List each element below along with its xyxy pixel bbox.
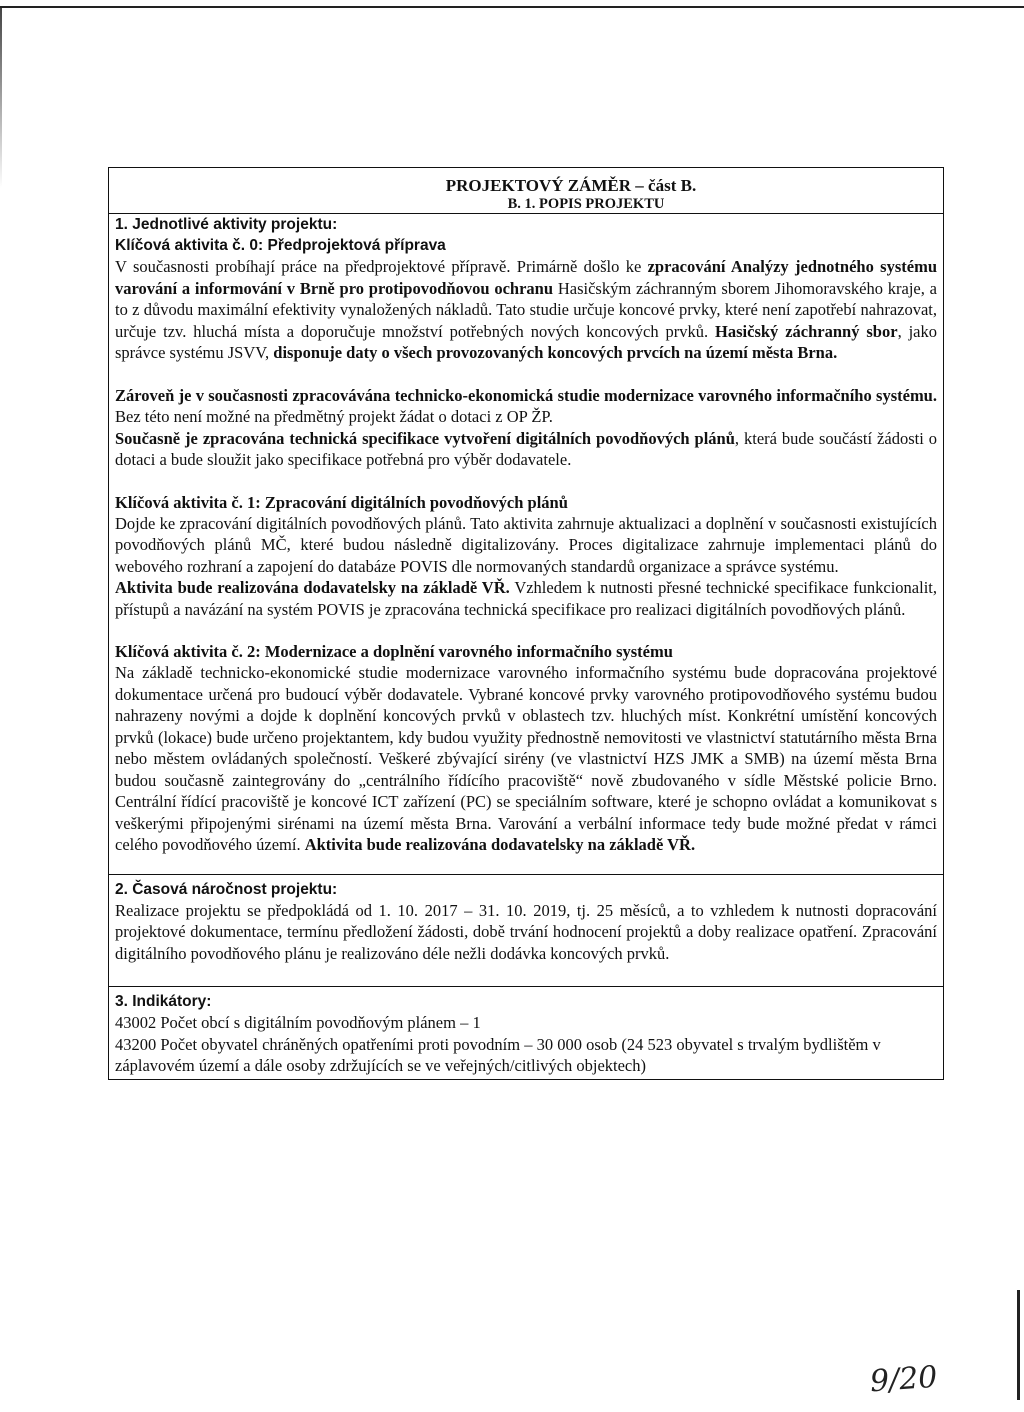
ka0-paragraph-2: Zároveň je v současnosti zpracovávána technicko-ekonomická studie modernizace varovného informačního systému. Bez této není možné na předmětný projekt žádat o dotaci z OP ŽP. <box>115 385 937 426</box>
indicator-2: 43200 Počet obyvatel chráněných opatřeními proti povodním – 30 000 osob (24 523 obyvatel s trvalým bydlištěm v záplavovém území a dále osoby zdržujících se ve veřejných/citlivých objektech) <box>115 1034 881 1075</box>
scan-edge-left <box>0 8 2 188</box>
page-title: PROJEKTOVÝ ZÁMĚR – část B. <box>445 176 697 195</box>
handwritten-page-number: 9/20 <box>868 1359 939 1400</box>
ka0-paragraph-3: Současně je zpracována technická specifikace vytvoření digitálních povodňových plánů, která bude součástí žádosti o dotaci a bude sloužit jako specifikace potřebná pro výběr dodavatele. <box>115 428 937 469</box>
document-form <box>108 167 944 1080</box>
scan-edge-top <box>0 6 1024 8</box>
ka1-paragraph-2: Aktivita bude realizována dodavatelsky na základě VŘ. Vzhledem k nutnosti přesné technické specifikace funkcionalit, přístupů a navázání na systém POVIS je zpracována technická specifikace pro realizaci digitálních povodňových plánů. <box>115 578 937 619</box>
ka2-paragraph-1: Na základě technicko-ekonomické studie modernizace varovného informačního systému bude dopracována projektové dokumentace určená pro budoucí výběr dodavatele. Vybrané koncové prvky varovného protipovodňového systému budou nahrazeny novými a dojde k doplnění koncových prvků v oblastech tzv. hluchých míst. Konkrétní umístění koncových prvků (lokace) bude určeno projektantem, kdy budou využity přednostně nemovitosti ve vlastnictví statutárního města Brna nebo městem ovládaných společností. Veškeré zbývající sirény (ve vlastnictví HZS JMK a SMB) na území města Brna budou současně zaintegrovány do „centrálního řídícího pracoviště“ nově zbudovaného v sídle Městské policie Brno. Centrální řídící pracoviště je koncové ICT zařízení (PC) se speciálním software, které je schopno ovládat a komunikovat s veškerými připojenými sirénami na území města Brna. Varování a verbální informace tedy bude možné předat v rámci celého povodňového území. Aktivita bude realizována dodavatelsky na základě VŘ. <box>115 663 937 854</box>
section1-heading: 1. Jednotlivé aktivity projektu: <box>115 216 338 233</box>
ka2-heading: Klíčová aktivita č. 2: Modernizace a doplnění varovného informačního systému <box>115 642 673 661</box>
section-activities <box>108 167 944 874</box>
section-timeline <box>108 874 944 987</box>
section2-text: Realizace projektu se předpokládá od 1. 10. 2017 – 31. 10. 2019, tj. 25 měsíců, a to vzhledem k nutnosti dopracování projektové dokumentace, termínu předložení žádosti, době trvání hodnocení projektů a doby realizace opatření. Zpracování digitálního povodňového plánu je realizováno déle nežli dodávka koncových prvků. <box>115 900 937 963</box>
ka0-paragraph-1: V současnosti probíhají práce na předprojektové přípravě. Primárně došlo ke zpracování Analýzy jednotného systému varování a informování v Brně pro protipovodňovou ochranu Hasičským záchranným sborem Jihomoravského kraje, a to z důvodu maximální efektivity vynaložených nákladů. Tato studie určuje koncové prvky, které není zapotřebí nahrazovat, určuje tzv. hluchá místa a doporučuje množství potřebných nových koncových prvků. Hasičský záchranný sbor, jako správce systému JSVV, disponuje daty o všech provozovaných koncových prvcích na území města Brna. <box>115 257 938 362</box>
ka1-paragraph-1: Dojde ke zpracování digitálních povodňových plánů. Tato aktivita zahrnuje aktualizaci a doplnění v současnosti existujících povodňových plánů MČ, které budou následně digitalizovány. Proces digitalizace zahrnuje implementaci plánů do webového rozhraní a zapojení do databáze POVIS dle normovaných standardů organizace a správce systému. <box>115 513 937 576</box>
page-subtitle: B. 1. POPIS PROJEKTU <box>109 196 943 214</box>
section-indicators <box>108 986 944 1080</box>
section3-heading: 3. Indikátory: <box>115 993 212 1010</box>
indicator-1: 43002 Počet obcí s digitálním povodňovým plánem – 1 <box>115 1013 481 1032</box>
section2-heading: 2. Časová náročnost projektu: <box>115 880 338 898</box>
ka1-heading: Klíčová aktivita č. 1: Zpracování digitálních povodňových plánů <box>115 492 568 512</box>
ka0-heading: Klíčová aktivita č. 0: Předprojektová příprava <box>115 237 446 254</box>
scan-edge-right <box>1017 1290 1020 1400</box>
